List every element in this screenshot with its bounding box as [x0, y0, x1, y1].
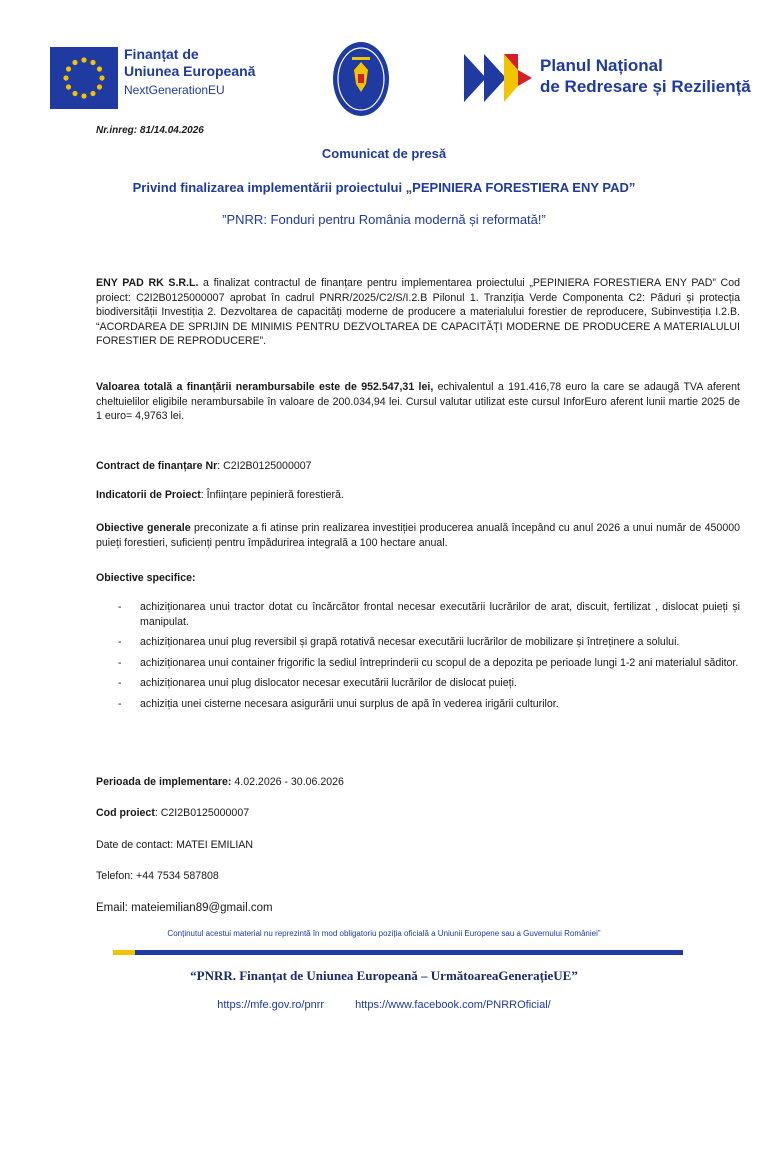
eu-line-2: Uniunea Europeană	[124, 63, 256, 79]
divider-accent	[113, 950, 135, 955]
romanian-government-logo	[332, 40, 390, 118]
specific-objectives-list	[118, 600, 740, 717]
project-summary-text: a finalizat contractul de finanțare pentru implementarea proiectului „PEPINIERA FORESTIERA ENY PAD” Cod proiect: C2I2B0125000007 aprobat în cadrul PNRR/2025/C2/S/I.2.B Pilonul 1. Tranziția Verde Componenta C2: Păduri și protecția biodiversității Investiția 2. Dezvoltarea de capacități moderne de producere a materialului forestier de reproducere, Subinvestiția I.2.B. “ACORDAREA DE SPRIJIN DE MINIMIS PENTRU DEZVOLTAREA DE CAPACITĂȚI MODERNE DE PRODUCERE A MATERIALULUI FORESTIER DE REPRODUCERE”.	[96, 277, 740, 347]
contract-label: Contract de finanțare Nr	[96, 460, 218, 472]
eu-line-1: Finanțat de	[124, 46, 199, 62]
paragraph-financing-value	[96, 380, 740, 424]
pnrr-label	[540, 55, 751, 97]
pnrr-logo-icon	[464, 54, 532, 102]
communique-title: Comunicat de presă	[321, 146, 447, 161]
facebook-link[interactable]: https://www.facebook.com/PNRROficial/	[355, 999, 551, 1011]
eu-flag-icon	[50, 47, 118, 109]
paragraph-indicators	[96, 488, 740, 503]
financing-value-bold: Valoarea totală a finanțării nerambursabile este de 952.547,31 lei,	[96, 381, 434, 393]
contact-phone: Telefon: +44 7534 587808	[96, 870, 219, 882]
contact-person: Date de contact: MATEI EMILIAN	[96, 839, 254, 851]
general-objectives-text: preconizate a fi atinse prin realizarea investiției producerea anuală începând cu anul 2026 a unui număr de 450000 puieți forestieri, suficienți pentru împădurirea integrală a 100 hectare anual.	[96, 522, 740, 549]
project-code	[96, 806, 249, 820]
disclaimer-text: Conținutul acestui material nu reprezintă în mod obligatoriu poziția oficială a Uniunii Europene sau a Guvernului României”	[167, 929, 601, 938]
financing-value-text: echivalentul a 191.416,78 euro la care se adaugă TVA aferent cheltuielilor eligibile nerambursabile în valoare de 200.034,94 lei. Cursul valutar utilizat este cursul InforEuro aferent lunii martie 2025 de 1 euro= 4,9763 lei.	[96, 381, 740, 422]
period-value: 4.02.2026 - 30.06.2026	[231, 776, 344, 788]
subject-title: Privind finalizarea implementării proiectului „PEPINIERA FORESTIERA ENY PAD”	[132, 180, 636, 195]
list-item: - achiziționarea unui plug reversibil și grapă rotativă necesar executării lucrărilor de mobilizare și întreținere a solului.	[118, 635, 740, 650]
eu-line-3: NextGenerationEU	[124, 83, 225, 97]
period-label: Perioada de implementare:	[96, 776, 232, 788]
beneficiary-name: ENY PAD RK S.R.L.	[96, 277, 199, 289]
footer-slogan: “PNRR. Finanțat de Uniunea Europeană – UrmătoareaGenerațieUE”	[190, 968, 578, 983]
code-value: : C2I2B0125000007	[154, 807, 250, 819]
mfe-link[interactable]: https://mfe.gov.ro/pnrr	[217, 999, 325, 1011]
registration-number: Nr.inreg: 81/14.04.2026	[96, 125, 204, 136]
list-item: - achiziția unei cisterne necesara asigurării unui surplus de apă în vederea irigării culturilor.	[118, 697, 740, 712]
list-item: - achiziționarea unui container frigorific la sediul întreprinderii cu scopul de a depozita pe perioade lungi 1-2 ani materialul săditor.	[118, 656, 740, 671]
list-item: - achiziționarea unui tractor dotat cu încărcător frontal necesar executării lucrărilor de arat, discuit, fertilizat , dislocat puieți și manipulat.	[118, 600, 740, 629]
footer-divider	[113, 950, 683, 955]
indicators-value: : Înființare pepinieră forestieră.	[200, 489, 344, 501]
list-item: - achiziționarea unui plug dislocator necesar executării lucrărilor de dislocat puieți.	[118, 676, 740, 691]
pnrr-line-2: de Redresare și Reziliență	[540, 77, 751, 96]
footer-links	[0, 999, 768, 1011]
implementation-period	[96, 775, 344, 789]
eu-funding-label	[124, 46, 255, 99]
general-objectives-label: Obiective generale	[96, 522, 191, 534]
pnrr-slogan: ”PNRR: Fonduri pentru România modernă și reformată!”	[222, 212, 546, 227]
contact-email: Email: mateiemilian89@gmail.com	[96, 902, 273, 914]
specific-objectives-heading: Obiective specifice:	[96, 572, 196, 584]
paragraph-project-summary	[96, 276, 740, 349]
code-label: Cod proiect	[96, 807, 155, 819]
paragraph-contract	[96, 459, 740, 474]
paragraph-general-objectives	[96, 521, 740, 550]
pnrr-line-1: Planul Național	[540, 56, 663, 75]
indicators-label: Indicatorii de Proiect	[96, 489, 201, 501]
contract-value: : C2I2B0125000007	[217, 460, 312, 472]
